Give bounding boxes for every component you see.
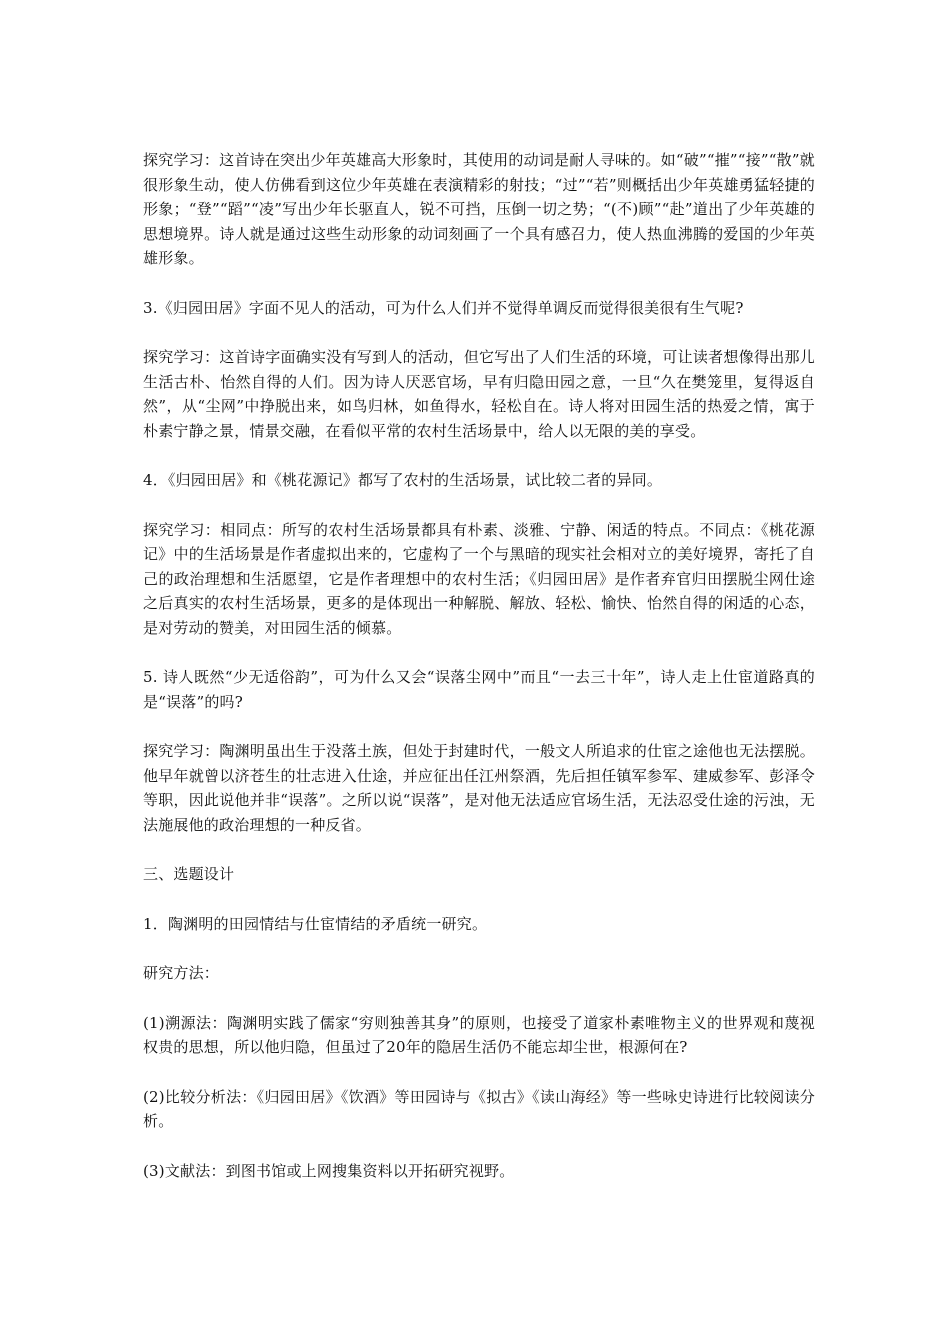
research-methods-heading: 研究方法： bbox=[143, 964, 220, 982]
section-heading-topic-design: 三、选题设计 bbox=[143, 865, 235, 883]
document-page bbox=[143, 148, 815, 1208]
paragraph-analysis-verbs: 探究学习：这首诗在突出少年英雄高大形象时，其使用的动词是耐人寻味的。如“破”“摧”“接”“散”就很形象生动，使人仿佛看到这位少年英雄在表演精彩的射技；“过”“若”则概括出少年英雄勇猛轻捷的形象；“登”“蹈”“凌”写出少年长驱直人，锐不可挡，压倒一切之势；“(不)顾”“赴”道出了少年英雄的思想境界。诗人就是通过这些生动形象的动词刻画了一个具有感召力，使人热血沸腾的爱国的少年英雄形象。 bbox=[143, 151, 815, 267]
paragraph-analysis-comparison: 探究学习：相同点：所写的农村生活场景都具有朴素、淡雅、宁静、闲适的特点。不同点：《桃花源记》中的生活场景是作者虚拟出来的，它虚构了一个与黑暗的现实社会相对立的美好境界，寄托了自己的政治理想和生活愿望，它是作者理想中的农村生活；《归园田居》是作者弃官归田摆脱尘网仕途之后真实的农村生活场景，更多的是体现出一种解脱、解放、轻松、愉快、怡然自得的闲适的心态，是对劳动的赞美，对田园生活的倾慕。 bbox=[143, 520, 815, 637]
question-3: 3.《归园田居》字面不见人的活动，可为什么人们并不觉得单调反而觉得很美很有生气呢? bbox=[143, 298, 744, 317]
paragraph-analysis-guiyuan: 探究学习：这首诗字面确实没有写到人的活动，但它写出了人们生活的环境，可让读者想像得出那儿生活古朴、怡然自得的人们。因为诗人厌恶官场，早有归隐田园之意，一旦“久在樊笼里，复得返自然”，从“尘网”中挣脱出来，如鸟归林，如鱼得水，轻松自在。诗人将对田园生活的热爱之情，寓于朴素宁静之景，情景交融，在看似平常的农村生活场景中，给人以无限的美的享受。 bbox=[143, 348, 815, 440]
topic-1: 1．陶渊明的田园情结与仕宦情结的矛盾统一研究。 bbox=[143, 914, 488, 933]
question-4: 4．《归园田居》和《桃花源记》都写了农村的生活场景，试比较二者的异同。 bbox=[143, 471, 663, 489]
method-1: (1)溯源法：陶渊明实践了儒家“穷则独善其身”的原则，也接受了道家朴素唯物主义的世界观和蔑视权贵的思想，所以他归隐，但虽过了20年的隐居生活仍不能忘却尘世，根源何在? bbox=[143, 1013, 815, 1056]
question-5: 5. 诗人既然“少无适俗韵”，可为什么又会“误落尘网中”而且“一去三十年”，诗人走上仕宦道路真的是“误落”的吗? bbox=[143, 668, 815, 711]
method-2: (2)比较分析法：《归园田居》《饮酒》等田园诗与《拟古》《读山海经》等一些咏史诗进行比较阅读分析。 bbox=[143, 1087, 815, 1130]
method-3: (3)文献法：到图书馆或上网搜集资料以开拓研究视野。 bbox=[143, 1161, 515, 1180]
paragraph-analysis-wuluo: 探究学习：陶渊明虽出生于没落土族，但处于封建时代，一般文人所追求的仕宦之途他也无法摆脱。他早年就曾以济苍生的壮志进入仕途，并应征出任江州祭酒，先后担任镇军参军、建威参军、彭泽令等职，因此说他并非“误落”。之所以说“误落”，是对他无法适应官场生活，无法忍受仕途的污浊，无法施展他的政治理想的一种反省。 bbox=[143, 742, 815, 834]
